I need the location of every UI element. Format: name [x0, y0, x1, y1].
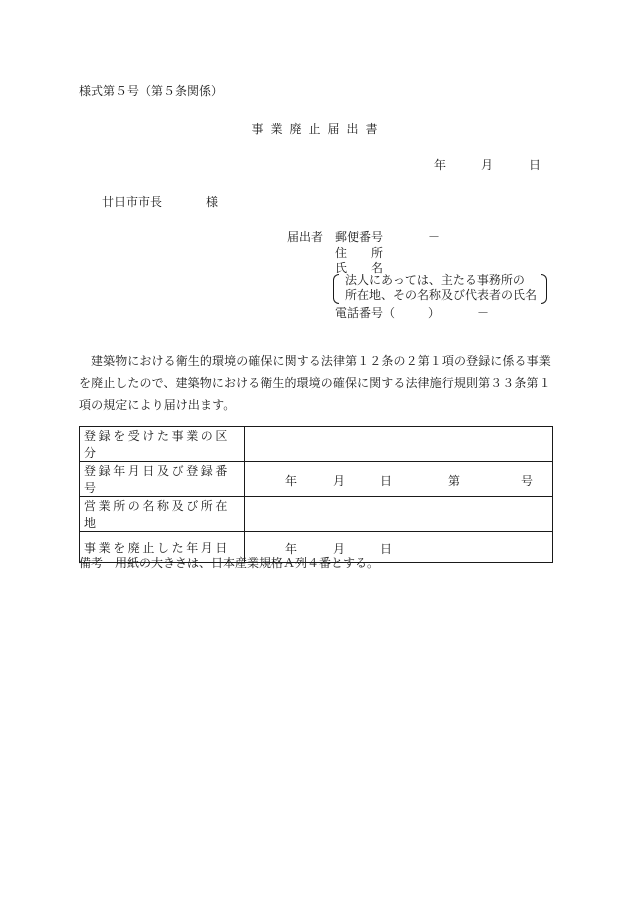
row-label: 事業を廃止した年月日: [80, 532, 245, 563]
date-month: 月: [481, 158, 494, 172]
right-bracket: [541, 274, 547, 304]
left-bracket: [333, 274, 339, 304]
table-row: [80, 427, 553, 462]
postal-dash: －: [428, 230, 441, 244]
corporate-note-line2: 所在地、その名称及び代表者の氏名: [345, 288, 538, 302]
phone-dash: －: [477, 306, 490, 320]
table-row: [80, 497, 553, 532]
row-label: 営業所の名称及び所在地: [80, 497, 245, 532]
reg-no-suffix: 号: [521, 474, 534, 488]
info-table: [79, 426, 553, 563]
reg-no-prefix: 第: [448, 474, 461, 488]
body-text: 建築物における衛生的環境の確保に関する法律第１２条の２第１項の登録に係る事業を廃止したので、建築物における衛生的環境の確保に関する法律施行規則第３３条第１項の規定により届け出ます。: [79, 354, 551, 412]
corporate-note-text: [345, 273, 537, 303]
addressee-honorific: 様: [206, 195, 219, 209]
reg-year: 年: [285, 474, 298, 488]
business-category-field[interactable]: [245, 427, 553, 462]
phone-label: 電話番号（: [335, 306, 396, 320]
corporate-note: [333, 274, 547, 304]
reg-month: 月: [333, 474, 346, 488]
registration-date-number-field[interactable]: [245, 462, 553, 497]
office-name-address-field[interactable]: [245, 497, 553, 532]
postal-code-label: 郵便番号: [335, 230, 384, 244]
abol-year: 年: [285, 542, 298, 556]
abol-day: 日: [380, 542, 393, 556]
abol-month: 月: [333, 542, 346, 556]
date-year: 年: [434, 158, 447, 172]
name-label: 氏 名: [335, 261, 384, 275]
phone-close-paren: ）: [428, 306, 441, 320]
address-label: 住 所: [335, 246, 384, 260]
addressee-name: 廿日市市長: [102, 195, 163, 209]
remarks-note: 備考 用紙の大きさは、日本産業規格Ａ列４番とする。: [79, 556, 380, 570]
date-day: 日: [529, 158, 542, 172]
corporate-note-line1: 法人にあっては、主たる事務所の: [345, 273, 525, 287]
form-number: 様式第５号（第５条関係）: [79, 84, 224, 98]
row-label: 登録を受けた事業の区分: [80, 427, 245, 462]
table-row: [80, 462, 553, 497]
reg-day: 日: [380, 474, 393, 488]
applicant-label: 届出者: [287, 230, 324, 244]
row-label: 登録年月日及び登録番号: [80, 462, 245, 497]
document-title: 事業廃止届出書: [251, 122, 385, 136]
